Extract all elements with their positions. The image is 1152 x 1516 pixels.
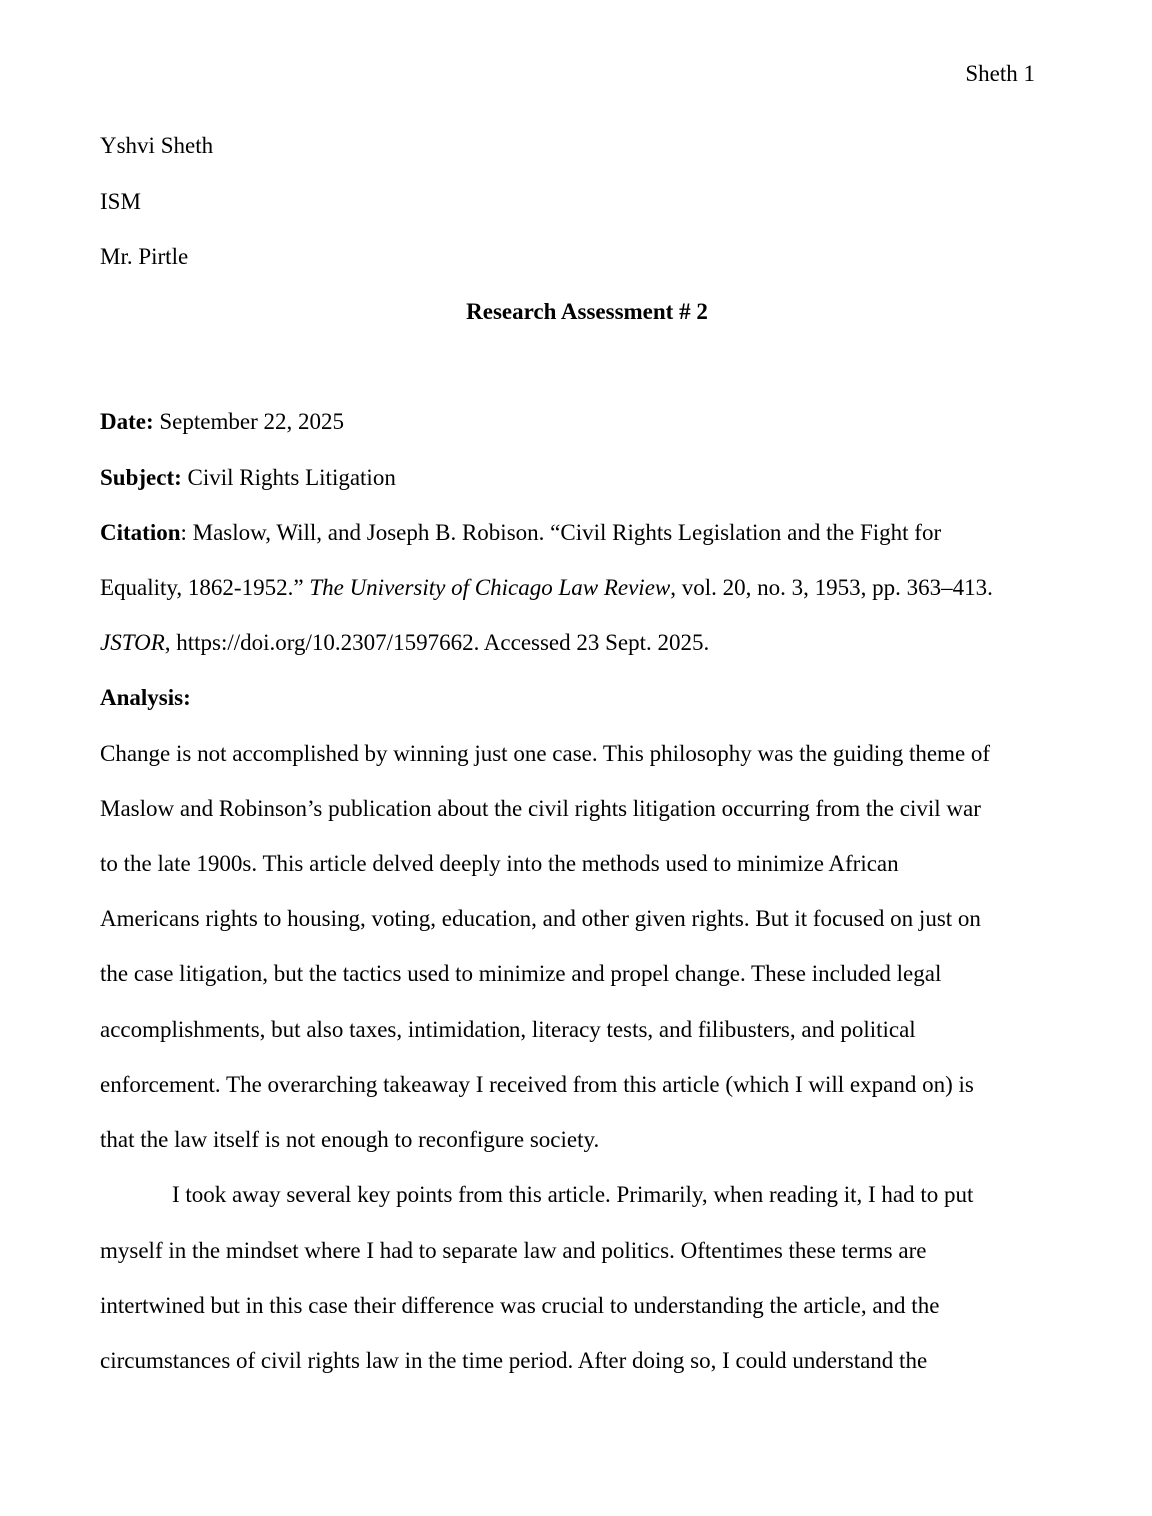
body-line: Change is not accomplished by winning just one case. This philosophy was the guiding theme of bbox=[100, 741, 991, 766]
body-line: that the law itself is not enough to reconfigure society. bbox=[100, 1127, 600, 1152]
student-name: Yshvi Sheth bbox=[100, 133, 214, 158]
analysis-label bbox=[100, 684, 191, 712]
analysis-label-text: Analysis: bbox=[100, 685, 191, 710]
citation-line-2 bbox=[100, 574, 993, 602]
citation-text-1: : Maslow, Will, and Joseph B. Robison. “Civil Rights Legislation and the Fight for bbox=[180, 520, 942, 545]
citation-text-3: , https://doi.org/10.2307/1597662. Accessed 23 Sept. 2025. bbox=[164, 630, 710, 655]
course-name: ISM bbox=[100, 189, 141, 214]
body-line: intertwined but in this case their difference was crucial to understanding the article, and the bbox=[100, 1293, 940, 1318]
running-head: Sheth 1 bbox=[965, 61, 1035, 86]
body-line: accomplishments, but also taxes, intimidation, literacy tests, and filibusters, and political bbox=[100, 1017, 916, 1042]
subject-label: Subject: bbox=[100, 465, 182, 490]
teacher-name: Mr. Pirtle bbox=[100, 244, 189, 269]
date-line bbox=[100, 408, 344, 436]
citation-line-3 bbox=[100, 629, 709, 657]
citation-database: JSTOR bbox=[100, 630, 165, 655]
body-line: Maslow and Robinson’s publication about the civil rights litigation occurring from the civil war bbox=[100, 796, 981, 821]
subject-value: Civil Rights Litigation bbox=[181, 465, 396, 490]
document-title: Research Assessment # 2 bbox=[466, 299, 708, 324]
body-line: Americans rights to housing, voting, education, and other given rights. But it focused on just on bbox=[100, 906, 981, 931]
citation-text-2a: Equality, 1862-1952.” bbox=[100, 575, 310, 600]
body-line: the case litigation, but the tactics used to minimize and propel change. These included legal bbox=[100, 961, 942, 986]
citation-line-1 bbox=[100, 519, 941, 547]
date-label: Date: bbox=[100, 409, 154, 434]
subject-line bbox=[100, 464, 396, 492]
body-line-indented: I took away several key points from this article. Primarily, when reading it, I had to put bbox=[172, 1182, 974, 1207]
citation-label: Citation bbox=[100, 520, 181, 545]
body-line: to the late 1900s. This article delved deeply into the methods used to minimize African bbox=[100, 851, 899, 876]
date-value: September 22, 2025 bbox=[153, 409, 344, 434]
body-line: circumstances of civil rights law in the time period. After doing so, I could understand the bbox=[100, 1348, 928, 1373]
citation-text-2b: , vol. 20, no. 3, 1953, pp. 363–413. bbox=[670, 575, 993, 600]
body-line: myself in the mindset where I had to separate law and politics. Oftentimes these terms are bbox=[100, 1238, 927, 1263]
body-line: enforcement. The overarching takeaway I received from this article (which I will expand on) is bbox=[100, 1072, 974, 1097]
citation-journal: The University of Chicago Law Review bbox=[309, 575, 671, 600]
